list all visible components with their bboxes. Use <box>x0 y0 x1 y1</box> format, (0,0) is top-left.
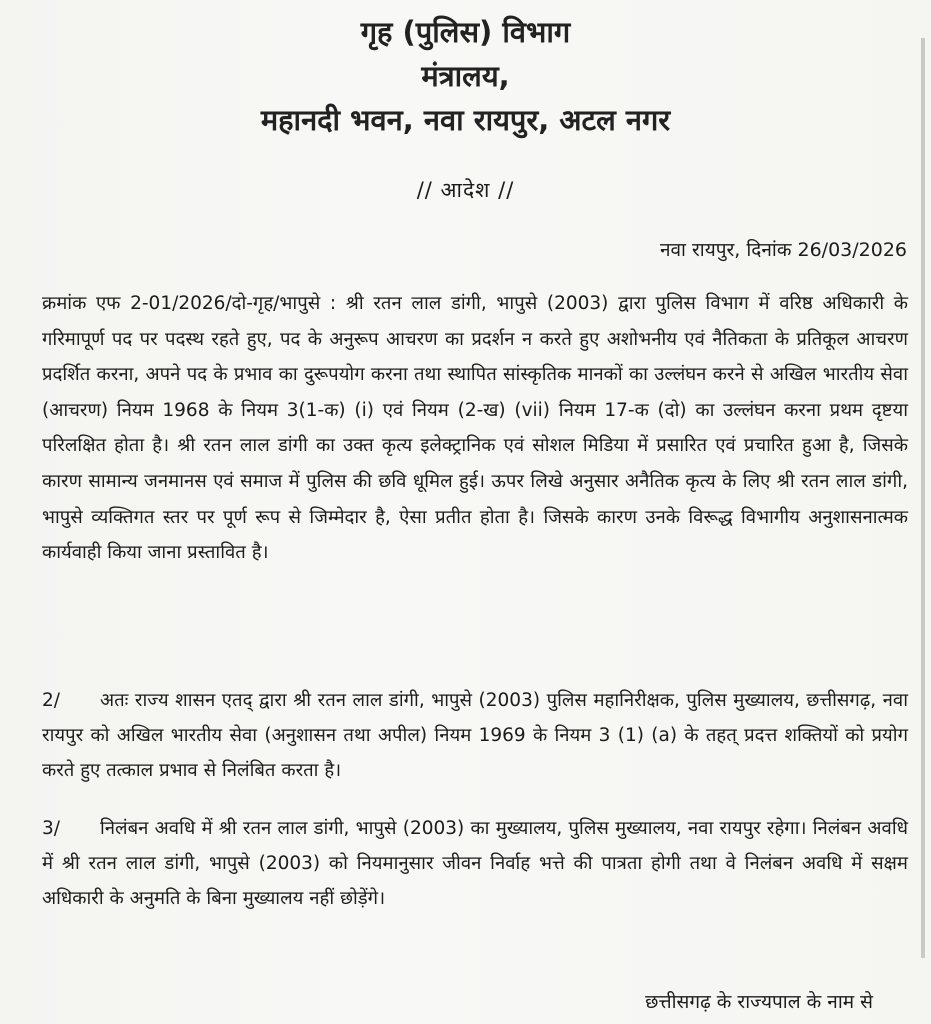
order-title: // आदेश // <box>416 178 515 202</box>
paragraph-1: क्रमांक एफ 2-01/2026/दो-गृह/भापुसे : श्री रतन लाल डांगी, भापुसे (2003) द्वारा पुलिस विभाग में वरिष्ठ अधिकारी के गरिमापूर्ण पद पर पदस्थ रहते हुए, पद के अनुरूप आचरण का प्रदर्शन न करते हुए अशोभनीय एवं नैतिकता के प्रतिकूल आचरण प्रदर्शित करना, अपने पद के प्रभाव का दुरूपयोग करना तथा स्थापित सांस्कृतिक मानकों का उल्लंघन करने से अखिल भारतीय सेवा (आचरण) नियम 1968 के नियम 3(1-क) (i) एवं नियम (2-ख) (vii) नियम 17-क (दो) का उल्लंघन करना प्रथम दृष्टया परिलक्षित होता है। श्री रतन लाल डांगी का उक्त कृत्य इलेक्ट्रानिक एवं सोशल मिडिया में प्रसारित एवं प्रचारित हुआ है, जिसके कारण सामान्य जनमानस एवं समाज में पुलिस की छवि धूमिल हुई। ऊपर लिखे अनुसार अनैतिक कृत्य के लिए श्री रतन लाल डांगी, भापुसे व्यक्तिगत स्तर पर पूर्ण रूप से जिम्मेदार है, ऐसा प्रतीत होता है। जिसके कारण उनके विरूद्ध विभागीय अनुशासनात्मक कार्यवाही किया जाना प्रस्तावित है। <box>42 293 908 564</box>
paragraph-3-number: 3/ <box>42 818 61 839</box>
paragraph-3-text: निलंबन अवधि में श्री रतन लाल डांगी, भापुसे (2003) का मुख्यालय, पुलिस मुख्यालय, नवा रायपुर रहेगा। निलंबन अवधि में श्री रतन लाल डांगी, भापुसे (2003) को नियमानुसार जीवन निर्वाह भत्ते की पात्रता होगी तथा वे निलंबन अवधि में सक्षम अधिकारी के अनुमति के बिना मुख्यालय नहीं छोड़ेंगे। <box>42 818 908 909</box>
ministry-heading: मंत्रालय, <box>421 59 510 93</box>
address-heading: महानदी भवन, नवा रायपुर, अटल नगर <box>260 103 671 137</box>
paragraph-2-number: 2/ <box>42 690 61 711</box>
department-heading: गृह (पुलिस) विभाग <box>360 15 571 49</box>
paragraph-2-text: अतः राज्य शासन एतद् द्वारा श्री रतन लाल डांगी, भापुसे (2003) पुलिस महानिरीक्षक, पुलिस मुख्यालय, छत्तीसगढ़, नवा रायपुर को अखिल भारतीय सेवा (अनुशासन तथा अपील) नियम 1969 के नियम 3 (1) (a) के तहत् प्रदत्त शक्तियों को प्रयोग करते हुए तत्काल प्रभाव से निलंबित करता है। <box>42 690 908 781</box>
paragraph-2 <box>42 683 908 788</box>
signature-line: छत्तीसगढ़ के राज्यपाल के नाम से <box>645 991 873 1013</box>
paragraph-3 <box>42 811 908 916</box>
date-line: नवा रायपुर, दिनांक 26/03/2026 <box>659 239 907 261</box>
